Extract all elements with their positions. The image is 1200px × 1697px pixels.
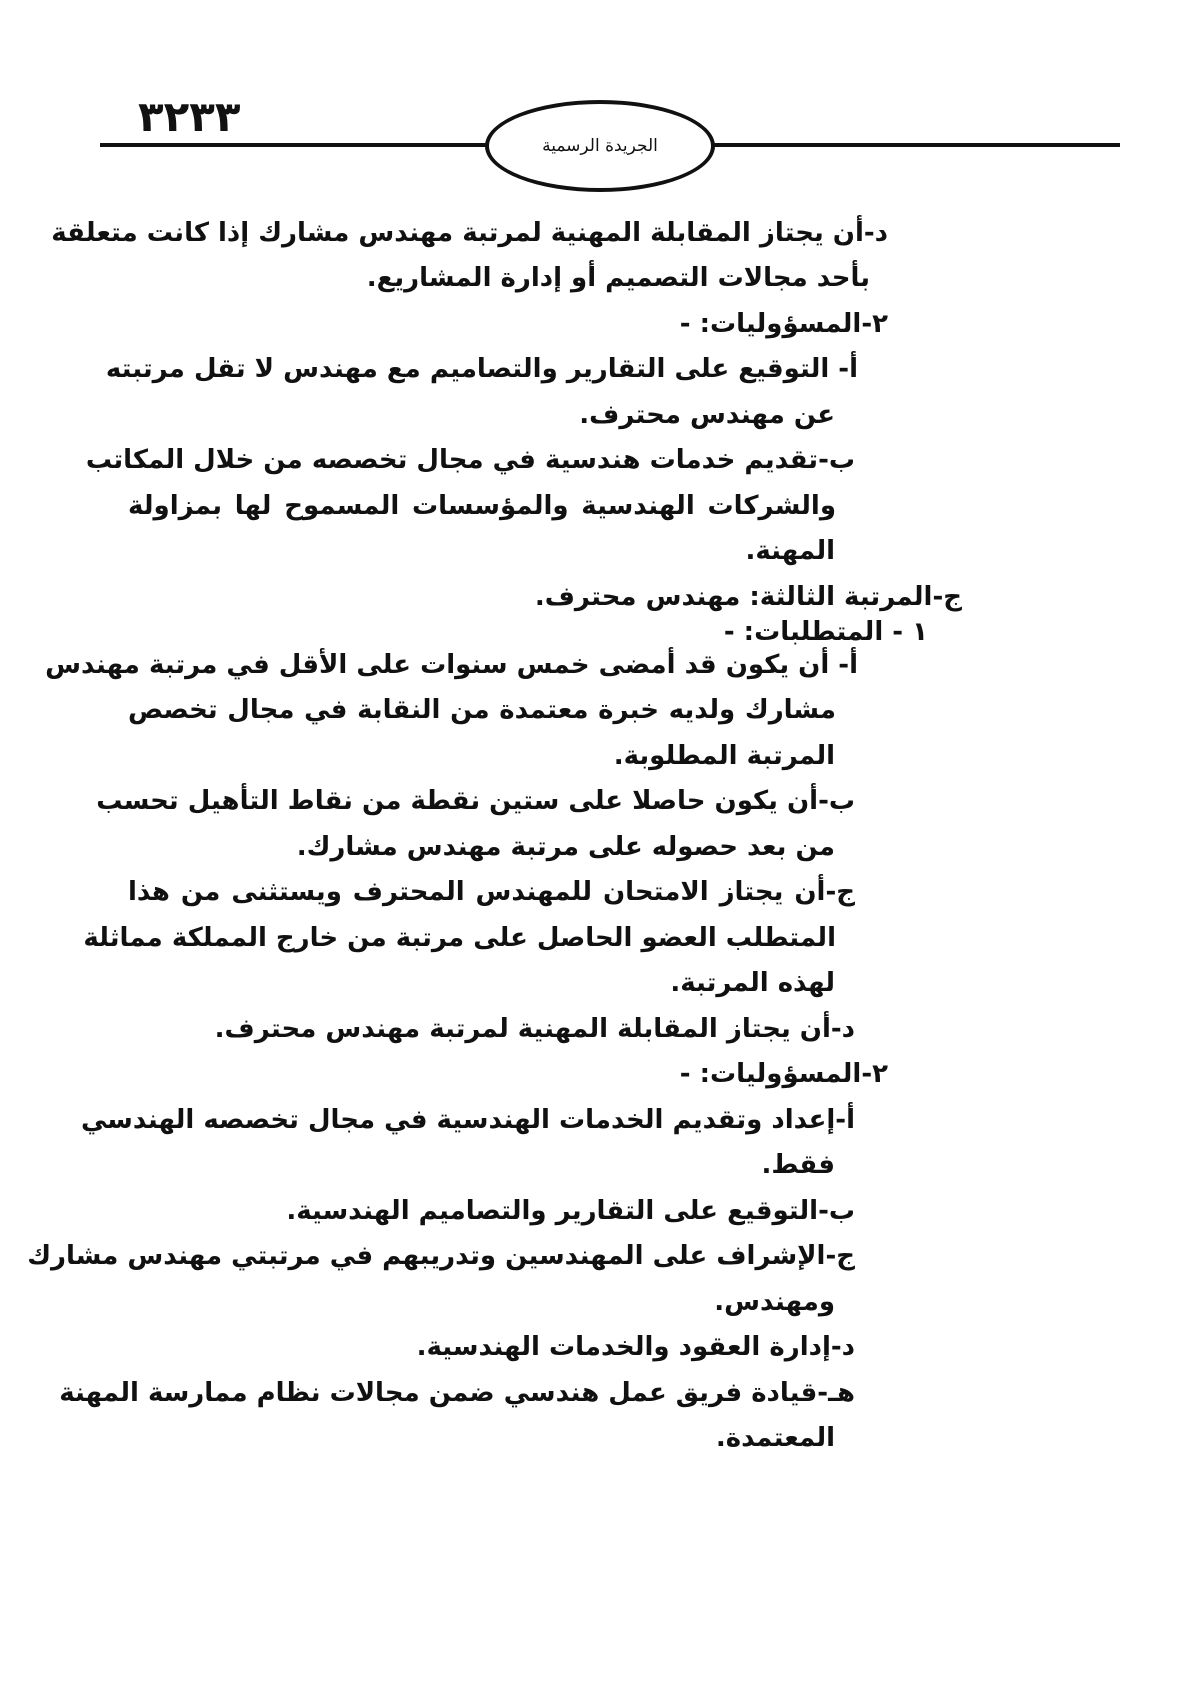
- text-line: د-إدارة العقود والخدمات الهندسية.: [416, 1332, 855, 1362]
- text-line: د-أن يجتاز المقابلة المهنية لمرتبة مهندس محترف.: [214, 1014, 855, 1044]
- text-line: المتطلب العضو الحاصل على مرتبة من خارج المملكة مماثلة: [83, 923, 836, 953]
- text-line: من بعد حصوله على مرتبة مهندس مشارك.: [296, 832, 835, 862]
- text-line: ج-الإشراف على المهندسين وتدريبهم في مرتبتي مهندس مشارك: [27, 1241, 855, 1271]
- text-line: هـ-قيادة فريق عمل هندسي ضمن مجالات نظام ممارسة المهنة: [59, 1378, 855, 1408]
- text-line: ومهندس.: [714, 1287, 835, 1317]
- text-line: أ- التوقيع على التقارير والتصاميم مع مهندس لا تقل مرتبته: [105, 354, 858, 384]
- text-line: ب-التوقيع على التقارير والتصاميم الهندسية.: [286, 1196, 855, 1226]
- text-line: ب-أن يكون حاصلا على ستين نقطة من نقاط التأهيل تحسب: [96, 786, 855, 816]
- header-title: الجريدة الرسمية: [542, 136, 658, 156]
- text-line: المعتمدة.: [715, 1423, 835, 1453]
- text-line: ٢-المسؤوليات: -: [679, 1059, 888, 1089]
- text-line: المرتبة المطلوبة.: [613, 741, 835, 771]
- text-line: ب-تقديم خدمات هندسية في مجال تخصصه من خلال المكاتب: [85, 445, 855, 475]
- text-line: مشارك ولديه خبرة معتمدة من النقابة في مجال تخصص: [128, 695, 836, 725]
- text-line: لهذه المرتبة.: [670, 968, 835, 998]
- text-line: والشركات الهندسية والمؤسسات المسموح لها بمزاولة: [128, 491, 836, 521]
- text-line: ٢-المسؤوليات: -: [679, 309, 888, 339]
- text-line: بأحد مجالات التصميم أو إدارة المشاريع.: [366, 263, 870, 293]
- header-ellipse: [485, 100, 715, 192]
- page-number: ٣٢٣٣: [138, 92, 241, 141]
- text-line: فقط.: [761, 1150, 835, 1180]
- text-line: د-أن يجتاز المقابلة المهنية لمرتبة مهندس مشارك إذا كانت متعلقة: [51, 218, 888, 248]
- text-line: عن مهندس محترف.: [579, 400, 835, 430]
- text-line: ١ - المتطلبات: -: [723, 617, 928, 647]
- text-line: أ- أن يكون قد أمضى خمس سنوات على الأقل في مرتبة مهندس: [45, 650, 858, 680]
- text-line: أ-إعداد وتقديم الخدمات الهندسية في مجال تخصصه الهندسي: [81, 1105, 855, 1135]
- text-line: المهنة.: [745, 536, 835, 566]
- text-line: ج-المرتبة الثالثة: مهندس محترف.: [534, 582, 962, 612]
- text-line: ج-أن يجتاز الامتحان للمهندس المحترف ويستثنى من هذا: [128, 877, 855, 907]
